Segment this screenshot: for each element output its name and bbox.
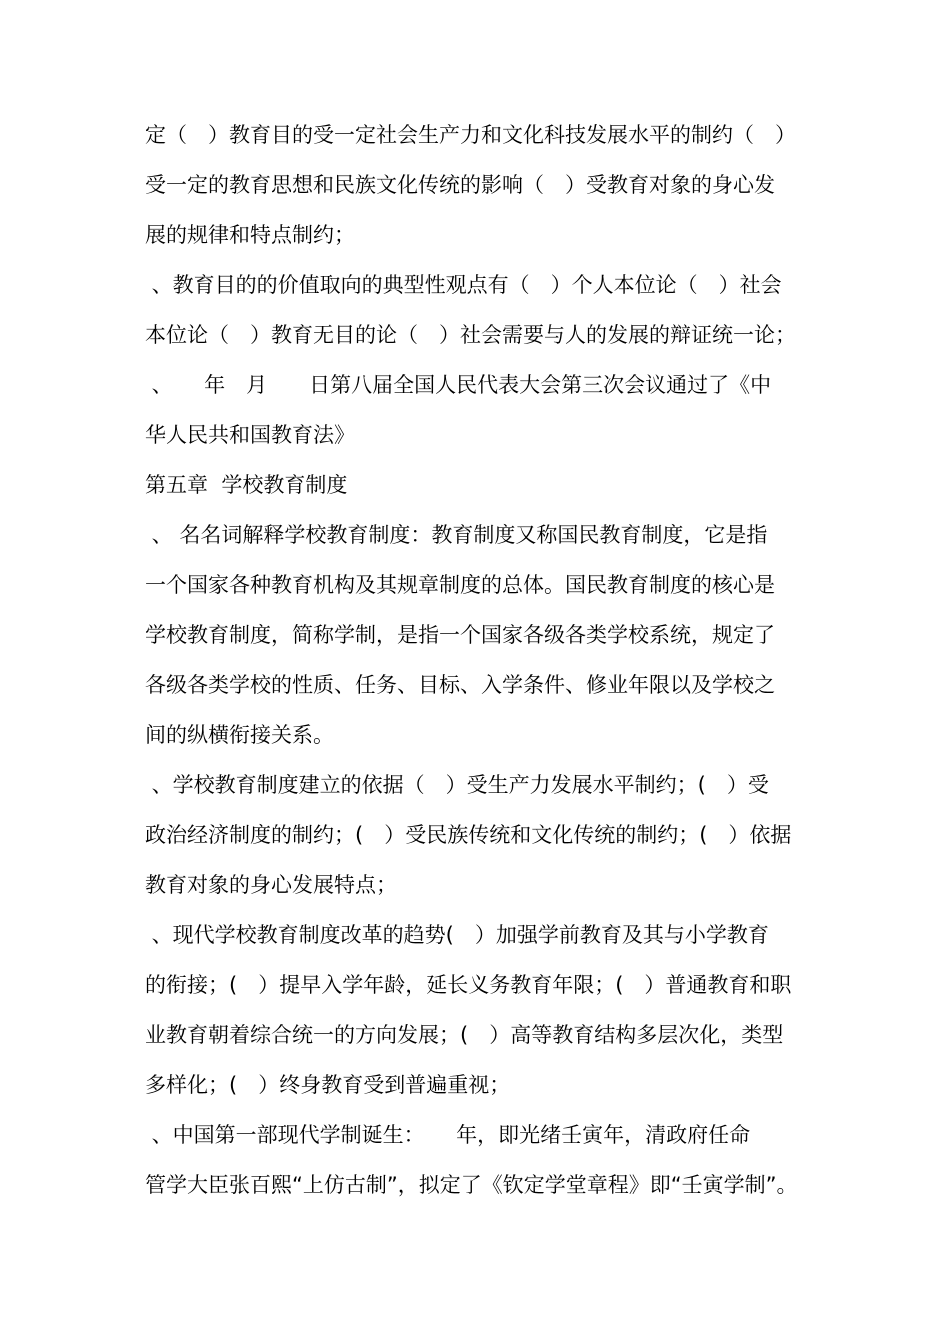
text-line-12: 各级各类学校的性质、任务、目标、入学条件、修业年限以及学校之 xyxy=(145,673,775,697)
text-line-13: 间的纵横衔接关系。 xyxy=(145,723,334,747)
text-line-17: 、现代学校教育制度改革的趋势( ）加强学前教育及其与小学教育 xyxy=(145,923,769,947)
text-line-14: 、学校教育制度建立的依据（ ）受生产力发展水平制约；( ）受 xyxy=(145,773,769,797)
text-line-6: 、 年 月 日第八届全国人民代表大会第三次会议通过了《中 xyxy=(145,373,772,397)
text-line-11: 学校教育制度，简称学制，是指一个国家各级各类学校系统，规定了 xyxy=(145,623,775,647)
text-line-21: 、中国第一部现代学制诞生： 年，即光绪壬寅年，清政府任命 xyxy=(145,1123,751,1147)
text-line-22: 管学大臣张百熙“上仿古制”，拟定了《钦定学堂章程》即“壬寅学制”。 xyxy=(145,1173,798,1197)
text-line-20: 多样化；( ）终身教育受到普遍重视； xyxy=(145,1073,511,1097)
text-line-3: 展的规律和特点制约； xyxy=(145,223,355,247)
text-line-4: 、教育目的的价值取向的典型性观点有（ ）个人本位论（ ）社会 xyxy=(145,273,782,297)
text-line-9: 、 名名词解释学校教育制度：教育制度又称国民教育制度，它是指 xyxy=(145,523,768,547)
text-line-18: 的衔接；( ）提早入学年龄，延长义务教育年限；( ）普通教育和职 xyxy=(145,973,792,997)
text-line-7: 华人民共和国教育法》 xyxy=(145,423,355,447)
text-line-19: 业教育朝着综合统一的方向发展；( ）高等教育结构多层次化，类型 xyxy=(145,1023,784,1047)
text-line-1: 定（ ）教育目的受一定社会生产力和文化科技发展水平的制约（ ） xyxy=(145,123,796,147)
text-line-5: 本位论（ ）教育无目的论（ ）社会需要与人的发展的辩证统一论； xyxy=(145,323,796,347)
text-line-2: 受一定的教育思想和民族文化传统的影响（ ）受教育对象的身心发 xyxy=(145,173,775,197)
text-line-10: 一个国家各种教育机构及其规章制度的总体。国民教育制度的核心是 xyxy=(145,573,775,597)
text-line-15: 政治经济制度的制约；( ）受民族传统和文化传统的制约；( ）依据 xyxy=(145,823,792,847)
chapter-heading: 第五章 学校教育制度 xyxy=(145,473,348,497)
text-line-16: 教育对象的身心发展特点； xyxy=(145,873,397,897)
